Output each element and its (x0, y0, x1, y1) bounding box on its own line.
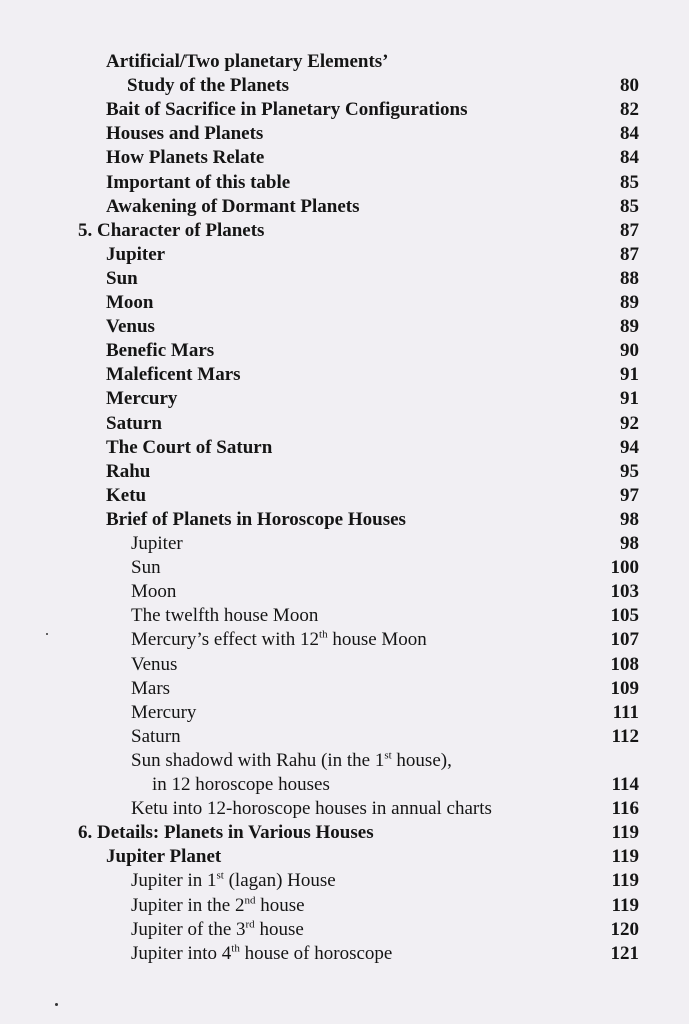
toc-entry-text: Ketu (106, 484, 147, 506)
toc-entry-text: Jupiter Planet (106, 846, 222, 868)
toc-entry-text: Mercury’s effect with 12 (131, 629, 320, 651)
toc-page-number: 103 (610, 581, 639, 603)
toc-entry-title (106, 363, 241, 387)
toc-entry-text: Mercury (131, 701, 197, 723)
toc-entry-text-tail: house (254, 918, 304, 940)
toc-entry-title (106, 387, 177, 411)
toc-page-number: 98 (620, 508, 639, 530)
toc-entry-text: Houses and Planets (106, 123, 264, 145)
toc-row (0, 869, 689, 893)
toc-entry-text: 6. Details: Planets in Various Houses (78, 822, 374, 844)
toc-entry-title (106, 267, 138, 291)
toc-entry-title (131, 749, 452, 773)
toc-entry-text-tail: house Moon (327, 629, 427, 651)
toc-entry-text: Mars (131, 677, 171, 699)
toc-page-number: 105 (610, 605, 639, 627)
toc-entry-text: How Planets Relate (106, 147, 265, 169)
toc-entry-title (106, 339, 214, 363)
toc-page-number: 80 (620, 75, 639, 97)
toc-page-number: 87 (620, 219, 639, 241)
toc-entry-title (131, 894, 305, 918)
toc-entry-superscript: rd (245, 918, 255, 931)
toc-entry-text-tail: house of horoscope (239, 942, 393, 964)
toc-row (0, 653, 689, 677)
toc-entry-title (106, 146, 264, 170)
toc-entry-text: Rahu (106, 460, 151, 482)
toc-page-number: 119 (611, 822, 639, 844)
toc-entry-text: Maleficent Mars (106, 364, 241, 386)
toc-entry-title (78, 219, 264, 243)
toc-row (0, 171, 689, 195)
toc-entry-title (131, 556, 161, 580)
toc-page-number: 85 (620, 171, 639, 193)
toc-entry-title (131, 628, 427, 652)
toc-page-number: 84 (620, 147, 639, 169)
toc-entry-text: Venus (131, 653, 178, 675)
toc-page-number: 114 (611, 774, 639, 795)
toc-entry-title (106, 508, 406, 532)
toc-row (0, 412, 689, 436)
toc-row (0, 219, 689, 243)
toc-entry-title (106, 484, 146, 508)
toc-entry-superscript: th (231, 942, 240, 955)
toc-row (0, 122, 689, 146)
toc-row (0, 146, 689, 170)
toc-entry-title (106, 98, 468, 122)
toc-entry-title (131, 580, 176, 604)
toc-entry-text: Sun (131, 557, 161, 579)
toc-entry-text: Jupiter (131, 533, 183, 554)
toc-entry-text: Important of this table (106, 171, 291, 193)
toc-entry-text: Mercury (106, 388, 178, 410)
toc-row (0, 243, 689, 267)
toc-page-number: 121 (610, 942, 639, 964)
toc-entry-text: 5. Character of Planets (78, 219, 265, 241)
toc-row (0, 195, 689, 219)
toc-row (0, 894, 689, 918)
toc-row (0, 98, 689, 122)
toc-entry-title (106, 243, 165, 267)
toc-entry-text: Jupiter in 1 (131, 870, 217, 892)
toc-entry-text: Jupiter into 4 (131, 942, 232, 964)
toc-row (0, 532, 689, 556)
toc-entry-text: Moon (131, 581, 177, 603)
toc-entry-superscript: nd (244, 894, 256, 907)
toc-page-number: 94 (620, 436, 639, 458)
toc-page-number: 85 (620, 195, 639, 217)
toc-row (0, 556, 689, 580)
toc-entry-title (106, 171, 290, 195)
toc-page-number: 107 (610, 629, 639, 651)
toc-row (0, 363, 689, 387)
toc-row (0, 484, 689, 508)
toc-entry-title (131, 653, 177, 677)
toc-entry-title (106, 436, 272, 460)
toc-entry-title (106, 122, 263, 146)
toc-row (0, 773, 689, 797)
toc-entry-text: Sun shadowd with Rahu (in the 1 (131, 749, 385, 771)
toc-row (0, 701, 689, 725)
toc-entry-title (131, 532, 183, 556)
toc-entry-text-tail: house (255, 894, 305, 916)
toc-row (0, 436, 689, 460)
toc-row (0, 628, 689, 652)
toc-entry-title (131, 869, 336, 893)
toc-page-number: 92 (620, 412, 639, 434)
toc-entry-superscript: st (216, 870, 224, 883)
toc-entry-title (131, 918, 304, 942)
toc-page-number: 98 (620, 533, 639, 554)
toc-entry-text: Venus (106, 316, 155, 338)
toc-entry-text: Sun (106, 267, 138, 289)
toc-entry-title (131, 725, 181, 749)
toc-page-number: 109 (610, 677, 639, 699)
toc-entry-title (131, 942, 392, 966)
toc-page-number: 88 (620, 267, 639, 289)
toc-page-number: 89 (620, 316, 639, 338)
toc-row (0, 942, 689, 966)
toc-entry-title (78, 821, 374, 845)
toc-row (0, 315, 689, 339)
toc-entry-text-tail: (lagan) House (223, 870, 336, 892)
toc-row (0, 387, 689, 411)
toc-page-number: 119 (611, 870, 639, 892)
toc-page-number: 89 (620, 292, 639, 313)
toc-row (0, 580, 689, 604)
toc-entry-text: Bait of Sacrifice in Planetary Configurations (106, 99, 468, 121)
toc-page-number: 84 (620, 123, 639, 145)
toc-entry-text: Jupiter in the 2 (131, 894, 245, 916)
toc-entry-superscript: st (384, 749, 392, 762)
toc-row (0, 291, 689, 315)
toc-entry-title (131, 677, 170, 701)
toc-row (0, 749, 689, 773)
toc-page-number: 119 (611, 846, 639, 868)
toc-row (0, 460, 689, 484)
toc-row (0, 267, 689, 291)
toc-page-number: 82 (620, 99, 639, 121)
toc-entry-text: The twelfth house Moon (131, 605, 319, 627)
toc-entry-text: Saturn (131, 725, 181, 747)
toc-page-number: 119 (611, 894, 639, 916)
toc-row (0, 50, 689, 74)
toc-page-number: 111 (612, 701, 639, 723)
toc-page-number: 87 (620, 243, 639, 265)
toc-row (0, 725, 689, 749)
toc-entry-text: Jupiter of the 3 (131, 918, 246, 940)
toc-row (0, 845, 689, 869)
toc-entry-text: Ketu into 12-horoscope houses in annual charts (131, 798, 492, 820)
toc-page-number: 91 (620, 388, 639, 410)
toc-entry-text: in 12 horoscope houses (152, 774, 330, 795)
toc-entry-text: Artificial/Two planetary Elements’ (106, 51, 389, 72)
toc-entry-text: Moon (106, 292, 154, 313)
toc-page-number: 95 (620, 460, 639, 482)
toc-page-number: 108 (610, 653, 639, 675)
toc-page-number: 100 (610, 557, 639, 579)
toc-row (0, 918, 689, 942)
toc-entry-text: Benefic Mars (106, 340, 215, 362)
toc-entry-text: Saturn (106, 412, 162, 434)
toc-entry-text: Brief of Planets in Horoscope Houses (106, 508, 406, 530)
toc-entry-title (131, 701, 196, 725)
toc-entry-text: Jupiter (106, 243, 166, 265)
toc-entry-title (106, 291, 154, 315)
toc-entry-title (127, 74, 289, 98)
toc-page-number: 116 (611, 798, 639, 820)
toc-entry-title (152, 773, 330, 797)
toc-row (0, 821, 689, 845)
toc-page-number: 120 (610, 918, 639, 940)
toc-entry-text: Study of the Planets (127, 75, 290, 97)
ink-speck (55, 1003, 58, 1006)
toc-entry-title (106, 195, 360, 219)
toc-entry-text-tail: house), (391, 749, 452, 771)
toc-row (0, 797, 689, 821)
toc-entry-title (131, 797, 492, 821)
toc-entry-title (106, 412, 162, 436)
toc-entry-title (106, 845, 221, 869)
toc-entry-text: Awakening of Dormant Planets (106, 195, 360, 217)
toc-entry-title (106, 315, 155, 339)
toc-row (0, 508, 689, 532)
toc-row (0, 74, 689, 98)
ink-speck (46, 633, 48, 635)
toc-page-number: 91 (620, 364, 639, 386)
toc-entry-title (131, 604, 318, 628)
toc-entry-superscript: th (319, 629, 328, 642)
toc-row (0, 339, 689, 363)
toc-entry-title (106, 460, 150, 484)
toc-page-number: 90 (620, 340, 639, 362)
toc-row (0, 677, 689, 701)
toc-page-number: 97 (620, 484, 639, 506)
toc-entry-title (106, 50, 389, 74)
toc-page-number: 112 (611, 725, 639, 747)
toc-row (0, 604, 689, 628)
toc-entry-text: The Court of Saturn (106, 436, 273, 458)
